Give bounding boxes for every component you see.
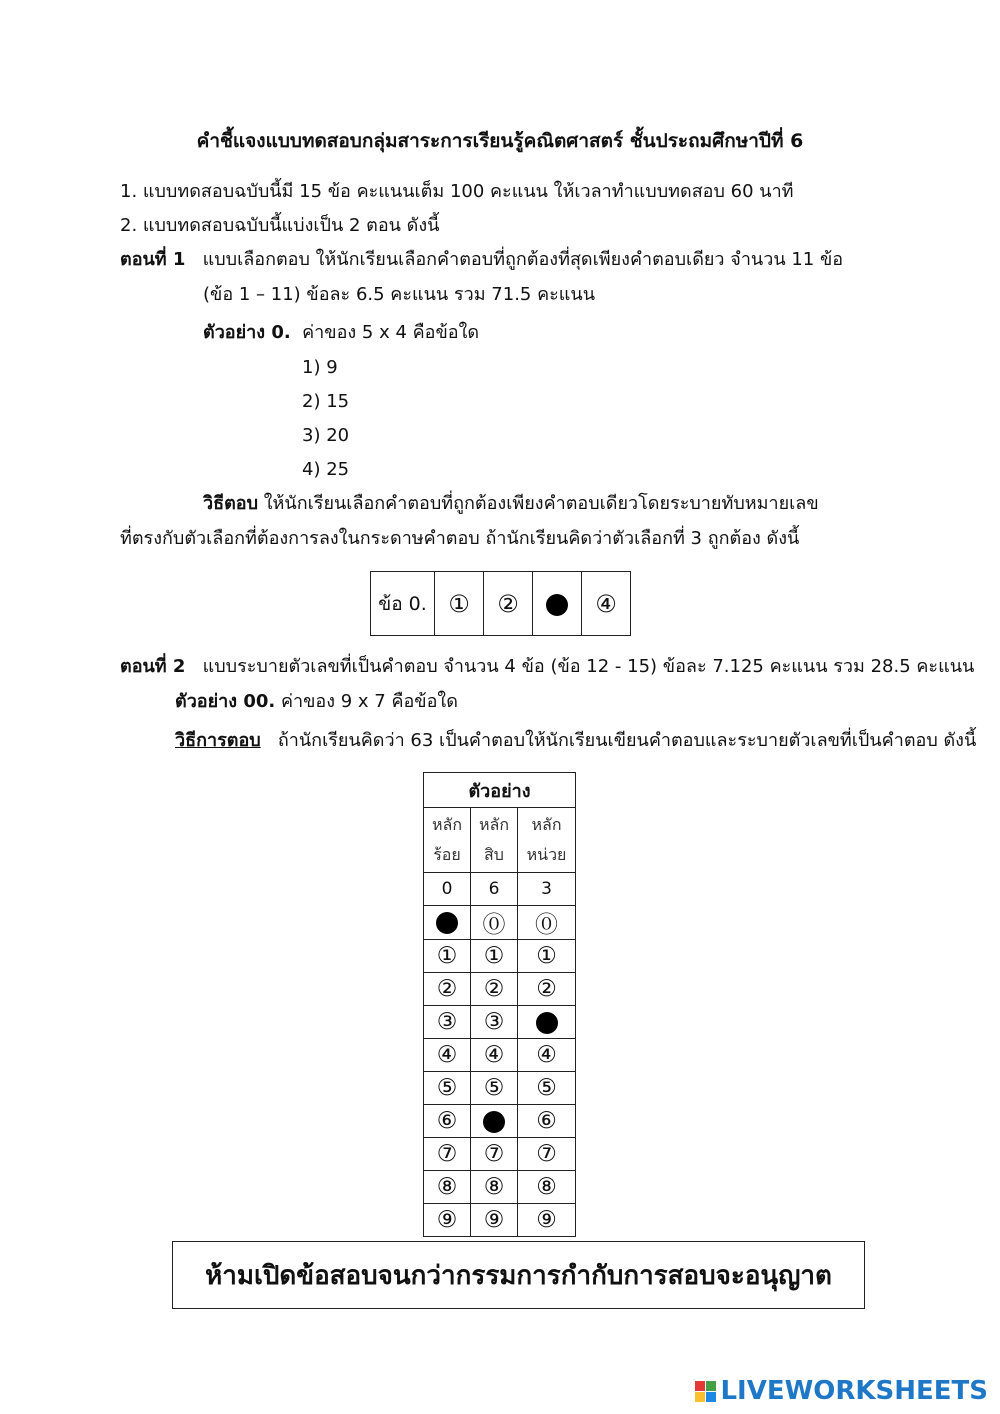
instruction-1: 1. แบบทดสอบฉบับนี้มี 15 ข้อ คะแนนเต็ม 100 คะแนน ให้เวลาทำแบบทดสอบ 60 นาที xyxy=(120,181,794,202)
digit-bubble: ⑧ xyxy=(471,1171,518,1204)
bubble-row xyxy=(424,973,576,1006)
digit-bubble: ⑨ xyxy=(471,1204,518,1237)
choice-4: 4) 25 xyxy=(302,459,350,480)
part1-line2: (ข้อ 1 – 11) ข้อละ 6.5 คะแนน รวม 71.5 คะแนน xyxy=(203,284,596,305)
answer-bubble-4: ④ xyxy=(582,572,631,636)
choice-2: 2) 15 xyxy=(302,391,350,412)
choice-3: 3) 20 xyxy=(302,425,350,446)
column-label-line2: สิบ xyxy=(484,845,504,864)
digit-bubble: ⑥ xyxy=(424,1105,471,1138)
filled-bubble xyxy=(518,1006,576,1039)
filled-bubble xyxy=(424,906,471,940)
column-label-line1: หลัก xyxy=(531,815,562,834)
answer-bubble-1: ① xyxy=(435,572,484,636)
digit-bubble: ① xyxy=(471,940,518,973)
digit-bubble: ⑤ xyxy=(518,1072,576,1105)
example-answer-grid xyxy=(423,772,576,1237)
part1-example-question: ค่าของ 5 x 4 คือข้อใด xyxy=(302,322,480,343)
bubble-row xyxy=(424,1072,576,1105)
digit-bubble: ⑥ xyxy=(518,1105,576,1138)
part1-example xyxy=(203,321,479,345)
example-answer-box xyxy=(370,571,631,636)
grid-header: ตัวอย่าง xyxy=(424,773,576,808)
choice-1: 1) 9 xyxy=(302,357,338,378)
filled-bubble xyxy=(471,1105,518,1138)
digit-bubble: ④ xyxy=(424,1039,471,1072)
liveworksheets-logo xyxy=(695,1376,988,1406)
part1-description: แบบเลือกตอบ ให้นักเรียนเลือกคำตอบที่ถูกต้องที่สุดเพียงคำตอบเดียว จำนวน 11 ข้อ xyxy=(202,249,844,270)
digit-bubble: ⓪ xyxy=(518,906,576,940)
part1-method-line2: ที่ตรงกับตัวเลือกที่ต้องการลงในกระดาษคำตอบ ถ้านักเรียนคิดว่าตัวเลือกที่ 3 ถูกต้อง ดังนี้ xyxy=(120,528,800,549)
part2-line1 xyxy=(120,655,974,679)
logo-square xyxy=(706,1392,716,1402)
logo-square xyxy=(695,1392,705,1402)
answer-digit-hundreds: 0 xyxy=(424,873,471,906)
logo-text: LIVEWORKSHEETS xyxy=(720,1376,988,1406)
answer-digit-tens: 6 xyxy=(471,873,518,906)
digit-bubble: ⑤ xyxy=(471,1072,518,1105)
part2-example-question: ค่าของ 9 x 7 คือข้อใด xyxy=(280,691,458,712)
digit-bubble: ② xyxy=(424,973,471,1006)
part2-example-label: ตัวอย่าง 00. xyxy=(175,691,276,712)
part1-method-label: วิธีตอบ xyxy=(203,493,259,514)
column-label-line1: หลัก xyxy=(478,815,510,834)
bubble-row xyxy=(424,1204,576,1237)
digit-bubble: ① xyxy=(424,940,471,973)
digit-bubble: ⑦ xyxy=(518,1138,576,1171)
filled-bubble-icon xyxy=(546,594,568,616)
column-label-line2: ร้อย xyxy=(433,845,461,864)
grid-column-tens xyxy=(471,808,518,873)
logo-square xyxy=(706,1381,716,1391)
bubble-row xyxy=(424,1039,576,1072)
digit-bubble: ⑤ xyxy=(424,1072,471,1105)
filled-bubble-icon xyxy=(536,1012,558,1034)
digit-bubble: ⑦ xyxy=(424,1138,471,1171)
digit-bubble: ④ xyxy=(471,1039,518,1072)
digit-bubble: ② xyxy=(518,973,576,1006)
part2-method-text: ถ้านักเรียนคิดว่า 63 เป็นคำตอบให้นักเรียนเขียนคำตอบและระบายตัวเลขที่เป็นคำตอบ ดังนี้ xyxy=(277,730,977,751)
answer-box-label: ข้อ 0. xyxy=(371,572,435,636)
digit-bubble: ⑦ xyxy=(471,1138,518,1171)
grid-column-units xyxy=(518,808,576,873)
filled-bubble-icon xyxy=(436,912,458,934)
instruction-2: 2. แบบทดสอบฉบับนี้แบ่งเป็น 2 ตอน ดังนี้ xyxy=(120,215,440,236)
bubble-row xyxy=(424,1171,576,1204)
column-label-line1: หลัก xyxy=(431,815,463,834)
part2-example xyxy=(175,690,458,714)
part1-line1 xyxy=(120,248,843,272)
part2-label: ตอนที่ 2 xyxy=(120,656,186,677)
digit-bubble: ⑧ xyxy=(424,1171,471,1204)
logo-mark-icon xyxy=(695,1381,716,1402)
part1-example-label: ตัวอย่าง 0. xyxy=(203,322,291,343)
bubble-row xyxy=(424,1138,576,1171)
logo-square xyxy=(695,1381,705,1391)
answer-digit-units: 3 xyxy=(518,873,576,906)
warning-text: ห้ามเปิดข้อสอบจนกว่ากรรมการกำกับการสอบจะอนุญาต xyxy=(205,1260,832,1291)
digit-bubble: ③ xyxy=(424,1006,471,1039)
answer-bubble-3-filled xyxy=(533,572,582,636)
part1-label: ตอนที่ 1 xyxy=(120,249,186,270)
digit-bubble: ⑨ xyxy=(518,1204,576,1237)
filled-bubble-icon xyxy=(483,1111,505,1133)
column-label-line2: หน่วย xyxy=(526,845,567,864)
digit-bubble: ② xyxy=(471,973,518,1006)
part2-method xyxy=(175,729,976,753)
digit-bubble: ④ xyxy=(518,1039,576,1072)
grid-column-hundreds xyxy=(424,808,471,873)
part2-description: แบบระบายตัวเลขที่เป็นคำตอบ จำนวน 4 ข้อ (ข้อ 12 - 15) ข้อละ 7.125 คะแนน รวม 28.5 คะแนน xyxy=(202,656,975,677)
page-title: คำชี้แจงแบบทดสอบกลุ่มสาระการเรียนรู้คณิตศาสตร์ ชั้นประถมศึกษาปีที่ 6 xyxy=(196,130,804,152)
digit-bubble: ⑧ xyxy=(518,1171,576,1204)
part1-method-text: ให้นักเรียนเลือกคำตอบที่ถูกต้องเพียงคำตอบเดียวโดยระบายทับหมายเลข xyxy=(263,493,819,514)
digit-bubble: ⑨ xyxy=(424,1204,471,1237)
digit-bubble: ① xyxy=(518,940,576,973)
part1-method-line1 xyxy=(203,492,819,516)
bubble-row xyxy=(424,906,576,940)
part2-method-label: วิธีการตอบ xyxy=(175,730,261,751)
digit-bubble: ③ xyxy=(471,1006,518,1039)
digit-bubble: ⓪ xyxy=(471,906,518,940)
answer-bubble-2: ② xyxy=(484,572,533,636)
bubble-row xyxy=(424,1105,576,1138)
bubble-row xyxy=(424,940,576,973)
warning-box xyxy=(172,1241,865,1309)
bubble-row xyxy=(424,1006,576,1039)
